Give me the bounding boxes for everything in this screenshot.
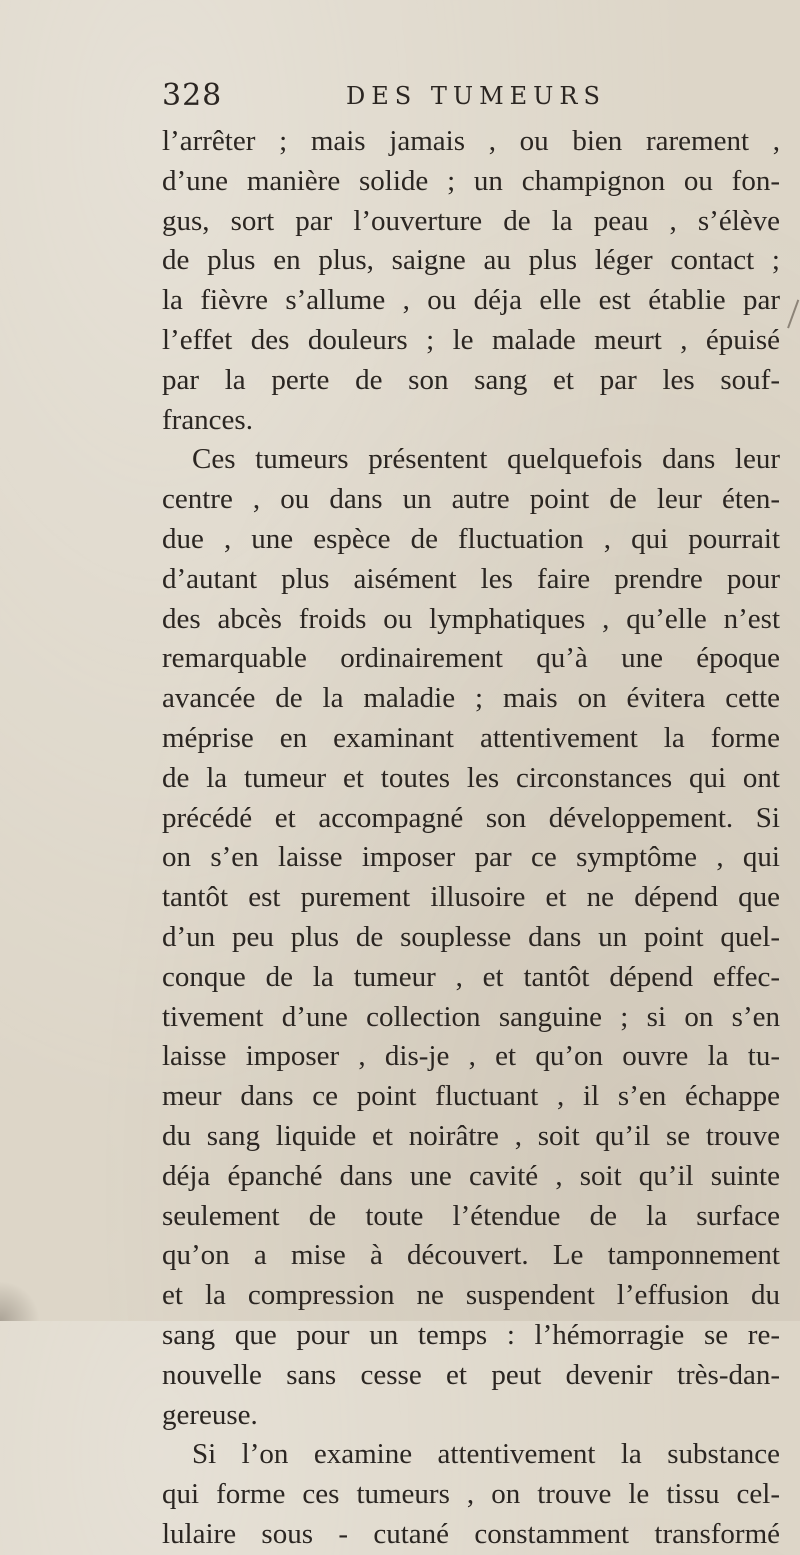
text-line: de plus en plus, saigne au plus léger contact ; <box>162 244 780 277</box>
running-title: DES TUMEURS <box>346 82 606 110</box>
text-line: gereuse. <box>162 1398 258 1431</box>
text-line: gus, sort par l’ouverture de la peau , s’élève <box>162 204 780 237</box>
text-line: d’autant plus aisément les faire prendre pour <box>162 562 780 595</box>
text-line: conque de la tumeur , et tantôt dépend effec- <box>162 960 780 993</box>
text-line: avancée de la maladie ; mais on évitera cette <box>162 682 780 715</box>
text-line: précédé et accompagné son développement. Si <box>162 801 780 834</box>
text-line: qui forme ces tumeurs , on trouve le tissu cel- <box>162 1478 780 1511</box>
text-line: l’effet des douleurs ; le malade meurt , épuisé <box>162 323 780 356</box>
text-line: remarquable ordinairement qu’à une époque <box>162 642 780 675</box>
text-line: frances. <box>162 403 253 436</box>
margin-mark <box>787 300 800 331</box>
text-line: laisse imposer , dis-je , et qu’on ouvre la tu- <box>162 1040 780 1073</box>
text-line: d’un peu plus de souplesse dans un point quel- <box>162 920 780 953</box>
text-line: d’une manière solide ; un champignon ou fon- <box>162 164 780 197</box>
text-line: tivement d’une collection sanguine ; si on s’en <box>162 1000 780 1033</box>
text-line: on s’en laisse imposer par ce symptôme , qui <box>162 841 780 874</box>
corner-smudge <box>0 1281 40 1321</box>
body-text <box>162 122 780 1555</box>
text-line: tantôt est purement illusoire et ne dépend que <box>162 881 780 914</box>
text-line: Ces tumeurs présentent quelquefois dans leur <box>192 443 780 476</box>
text-line: qu’on a mise à découvert. Le tamponnement <box>162 1239 780 1272</box>
text-line: méprise en examinant attentivement la forme <box>162 721 780 754</box>
text-line: l’arrêter ; mais jamais , ou bien rarement , <box>162 125 780 157</box>
text-line: du sang liquide et noirâtre , soit qu’il se trouve <box>162 1119 780 1152</box>
text-line: des abcès froids ou lymphatiques , qu’elle n’est <box>162 602 780 635</box>
text-line: par la perte de son sang et par les souf- <box>162 363 780 396</box>
text-line: déja épanché dans une cavité , soit qu’il suinte <box>162 1159 780 1192</box>
text-line: sang que pour un temps : l’hémorragie se re- <box>162 1318 780 1351</box>
text-line: et la compression ne suspendent l’effusion du <box>162 1279 780 1312</box>
text-line: nouvelle sans cesse et peut devenir très-dan- <box>162 1358 780 1391</box>
text-line: de la tumeur et toutes les circonstances qui ont <box>162 761 780 794</box>
text-line: seulement de toute l’étendue de la surface <box>162 1199 780 1232</box>
text-line: meur dans ce point fluctuant , il s’en échappe <box>162 1080 780 1113</box>
text-line: centre , ou dans un autre point de leur éten- <box>162 483 780 516</box>
text-line: due , une espèce de fluctuation , qui pourrait <box>162 522 780 555</box>
text-line: lulaire sous - cutané constamment transformé <box>162 1517 780 1550</box>
text-line: la fièvre s’allume , ou déja elle est établie par <box>162 284 780 317</box>
running-head <box>162 78 762 118</box>
page-number: 328 <box>162 78 223 113</box>
text-line: Si l’on examine attentivement la substance <box>192 1438 780 1471</box>
